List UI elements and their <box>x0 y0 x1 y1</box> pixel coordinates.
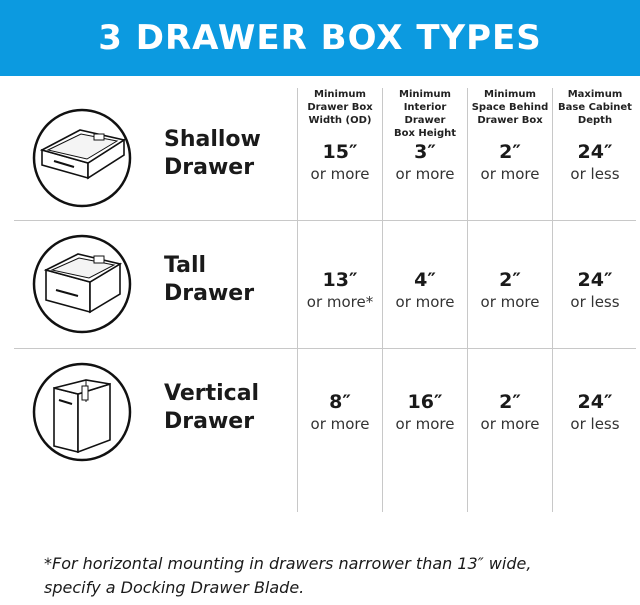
cell-qualifier: or more <box>480 293 540 311</box>
row-divider <box>14 220 636 221</box>
header-line: Base Cabinet <box>558 102 632 113</box>
row-label-line: Drawer <box>164 409 255 434</box>
footnote-line: specify a Docking Drawer Blade. <box>44 578 305 597</box>
cell-value: 24″ <box>577 141 613 163</box>
cell-qualifier: or more <box>480 165 540 183</box>
cell-tall-width <box>298 268 382 312</box>
cell-shallow-depth <box>553 140 637 184</box>
row-label-tall <box>164 252 254 308</box>
cell-value: 2″ <box>499 141 521 163</box>
header-line: Space Behind <box>471 102 549 113</box>
cell-qualifier: or more <box>395 415 455 433</box>
header-line: Minimum <box>484 89 536 100</box>
cell-value: 15″ <box>322 141 358 163</box>
cell-vertical-depth <box>553 390 637 434</box>
title-banner <box>0 0 640 76</box>
row-label-line: Drawer <box>164 281 255 306</box>
cell-qualifier: or more <box>395 293 455 311</box>
cell-qualifier: or more <box>310 415 370 433</box>
cell-value: 4″ <box>414 269 436 291</box>
row-label-line: Shallow <box>164 127 261 152</box>
cell-value: 13″ <box>322 269 358 291</box>
header-line: Maximum <box>567 89 623 100</box>
row-label-vertical <box>164 380 259 436</box>
vertical-drawer-icon <box>32 362 132 462</box>
column-header-cabinet-depth <box>553 88 637 127</box>
header-line: Drawer Box <box>477 115 543 126</box>
cell-tall-depth <box>553 268 637 312</box>
cell-qualifier: or less <box>570 165 620 183</box>
row-label-line: Vertical <box>164 381 260 406</box>
cell-shallow-width <box>298 140 382 184</box>
header-line: Interior Drawer <box>403 102 447 126</box>
shallow-drawer-icon <box>32 108 132 208</box>
header-line: Depth <box>577 115 613 126</box>
cell-tall-height <box>383 268 467 312</box>
row-label-line: Drawer <box>164 155 255 180</box>
cell-value: 2″ <box>499 391 521 413</box>
cell-qualifier: or more <box>395 165 455 183</box>
cell-value: 8″ <box>329 391 351 413</box>
tall-drawer-icon <box>32 234 132 334</box>
column-header-box-width <box>298 88 382 127</box>
cell-value: 2″ <box>499 269 521 291</box>
cell-value: 24″ <box>577 391 613 413</box>
footnote-line: *For horizontal mounting in drawers narrower than 13″ wide, <box>44 554 532 573</box>
row-divider <box>14 348 636 349</box>
cell-vertical-width <box>298 390 382 434</box>
cell-vertical-space <box>468 390 552 434</box>
cell-qualifier: or more <box>310 165 370 183</box>
cell-vertical-height <box>383 390 467 434</box>
cell-shallow-space <box>468 140 552 184</box>
header-line: Minimum <box>399 89 451 100</box>
cell-qualifier: or more* <box>306 293 374 311</box>
column-header-space-behind <box>468 88 552 127</box>
cell-value: 16″ <box>407 391 443 413</box>
cell-shallow-height <box>383 140 467 184</box>
footnote <box>44 552 624 600</box>
cell-qualifier: or less <box>570 293 620 311</box>
cell-tall-space <box>468 268 552 312</box>
header-line: Drawer Box <box>307 102 373 113</box>
row-label-line: Tall <box>164 253 207 278</box>
header-line: Width (OD) <box>308 115 372 126</box>
column-header-box-height <box>383 88 467 140</box>
cell-value: 24″ <box>577 269 613 291</box>
header-line: Box Height <box>393 128 457 139</box>
cell-qualifier: or less <box>570 415 620 433</box>
header-line: Minimum <box>314 89 366 100</box>
row-label-shallow <box>164 126 261 182</box>
cell-value: 3″ <box>414 141 436 163</box>
page-title: 3 DRAWER BOX TYPES <box>98 18 542 58</box>
cell-qualifier: or more <box>480 415 540 433</box>
